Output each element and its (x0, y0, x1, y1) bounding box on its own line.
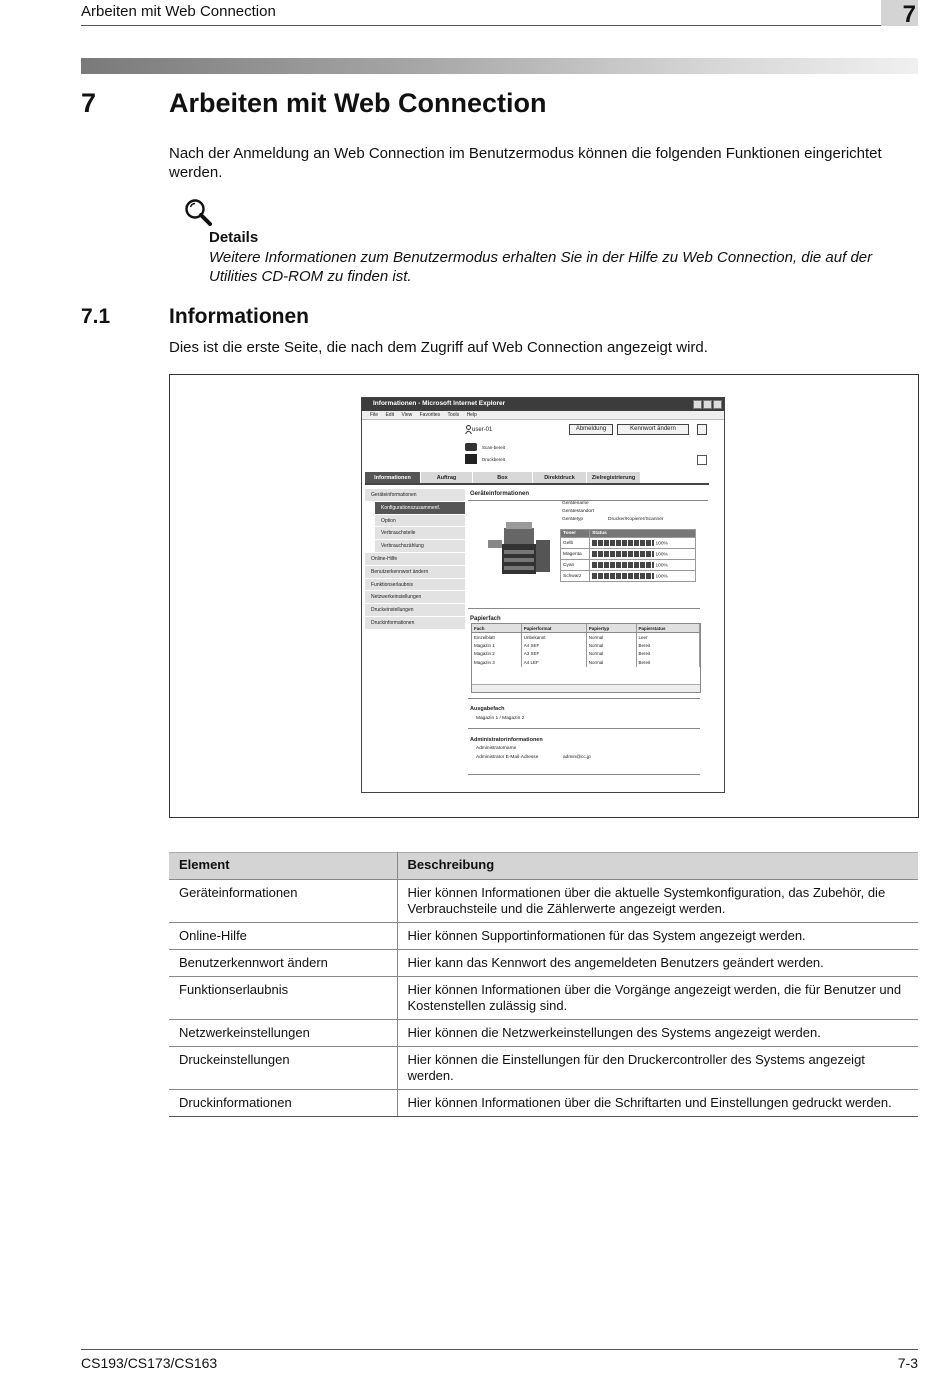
sidebar-item-geraeteinformationen: Geräteinformationen (365, 489, 465, 502)
table-cell-element: Funktionserlaubnis (169, 977, 397, 1020)
logout-button: Abmeldung (569, 424, 613, 435)
table-header-beschreibung: Beschreibung (397, 853, 918, 880)
menu-tools: Tools (447, 412, 460, 418)
toner-level-bar (592, 551, 654, 557)
admin-heading: Administratorinformationen (470, 737, 543, 743)
tray-cell: Bereit (636, 641, 700, 650)
toner-percent: 100% (655, 541, 668, 547)
tray-cell: Magazin 2 (472, 650, 521, 659)
status-print: Druckbereit (482, 457, 506, 462)
toner-level-bar (592, 573, 654, 579)
details-heading: Details (209, 229, 259, 246)
browser-menubar (362, 411, 724, 420)
section-number: 7.1 (81, 305, 111, 328)
printer-icon (465, 454, 477, 464)
table-cell-element: Geräteinformationen (169, 880, 397, 923)
maximize-icon (703, 400, 712, 409)
divider (468, 774, 700, 775)
running-header-title: Arbeiten mit Web Connection (81, 3, 276, 20)
section-description: Dies ist die erste Seite, die nach dem Zugriff auf Web Connection angezeigt wird. (169, 339, 708, 356)
sidebar-item-konfiguration: Konfigurationszusammenf. (375, 502, 465, 515)
chapter-number: 7 (81, 88, 97, 118)
tray-table (472, 624, 700, 667)
device-field-name: Gerätename (562, 501, 589, 506)
toner-percent: 100% (655, 574, 668, 580)
tray-header: Papiertyp (586, 624, 636, 633)
element-description-table (169, 852, 918, 1117)
tray-cell: Normal (586, 641, 636, 650)
chapter-intro: Nach der Anmeldung an Web Connection im Benutzermodus können die folgenden Funktionen eingerichtet werden. (169, 145, 882, 181)
tray-cell: A3 SEF (521, 650, 586, 659)
sidebar-item-option: Option (375, 515, 465, 528)
sidebar-item-verbrauchsteile: Verbrauchsteile (375, 527, 465, 540)
table-header-element: Element (169, 853, 397, 880)
table-row (169, 923, 918, 950)
sidebar-item-verbrauchszaehlung: Verbrauchszählung (375, 540, 465, 553)
table-cell-description: Hier können Informationen über die Schriftarten und Einstellungen gedruckt werden. (397, 1090, 918, 1117)
table-cell-description: Hier können die Netzwerkeinstellungen des Systems angezeigt werden. (397, 1020, 918, 1047)
footer-rule (81, 1349, 918, 1350)
toner-percent: 100% (655, 552, 668, 558)
close-icon (713, 400, 722, 409)
tab-auftrag: Auftrag (421, 472, 473, 483)
table-row (169, 977, 918, 1020)
tray-cell: A4 LEF (521, 658, 586, 667)
sidebar-item-netzwerkeinstellungen: Netzwerkeinstellungen (365, 591, 465, 604)
toner-level-bar (592, 540, 654, 546)
tray-header: Papierstatus (636, 624, 700, 633)
sidebar-item-benutzerkennwort: Benutzerkennwort ändern (365, 566, 465, 579)
copier-image (484, 520, 554, 578)
table-cell-element: Druckinformationen (169, 1090, 397, 1117)
table-row (169, 1047, 918, 1090)
table-cell-element: Netzwerkeinstellungen (169, 1020, 397, 1047)
menu-edit: Edit (385, 412, 395, 418)
tray-cell: Unbekannt (521, 633, 586, 642)
browser-tabs (365, 472, 709, 485)
sidebar-item-online-hilfe: Online-Hilfe (365, 553, 465, 566)
table-cell-description: Hier kann das Kennwort des angemeldeten Benutzers geändert werden. (397, 950, 918, 977)
refresh-icon (697, 455, 707, 465)
tray-cell: Normal (586, 650, 636, 659)
footer-page-number: 7-3 (897, 1355, 918, 1371)
table-cell-description: Hier können Informationen über die Vorgänge angezeigt werden, die für Benutzer und Kostenstellen zulässig sind. (397, 977, 918, 1020)
tray-cell: Einzelblatt (472, 633, 521, 642)
toner-name: Cyan (561, 560, 590, 571)
table-row (169, 1020, 918, 1047)
tray-cell: Magazin 1 (472, 641, 521, 650)
table-cell-description: Hier können Informationen über die aktuelle Systemkonfiguration, das Zubehör, die Verbrauchsteile und die Zählerwerte angezeigt werden. (397, 880, 918, 923)
table-row (169, 1090, 918, 1117)
tray-cell: A4 SEF (521, 641, 586, 650)
admin-email-label: Administrator E-Mail-Adresse (476, 755, 539, 760)
chapter-tab-number: 7 (902, 1, 916, 28)
tray-cell: Bereit (636, 650, 700, 659)
tray-cell: Bereit (636, 658, 700, 667)
table-cell-element: Druckeinstellungen (169, 1047, 397, 1090)
tray-header: Papierformat (521, 624, 586, 633)
tray-scrollbar (472, 684, 700, 692)
browser-sidebar (365, 489, 465, 630)
menu-view: View (401, 412, 413, 418)
menu-file: File (370, 412, 379, 418)
toner-percent: 100% (655, 563, 668, 569)
menu-favorites: Favorites (419, 412, 441, 418)
toner-name: Gelb (561, 538, 590, 549)
table-cell-element: Online-Hilfe (169, 923, 397, 950)
menu-help: Help (466, 412, 477, 418)
minimize-icon (693, 400, 702, 409)
toner-header-toner: Toner (561, 530, 590, 538)
sidebar-item-druckeinstellungen: Druckeinstellungen (365, 604, 465, 617)
admin-name-label: Administratorname (476, 746, 517, 751)
sidebar-item-funktionserlaubnis: Funktionserlaubnis (365, 579, 465, 592)
tray-heading: Papierfach (470, 616, 501, 622)
chapter-title: Arbeiten mit Web Connection (169, 88, 547, 118)
sidebar-item-druckinformationen: Druckinformationen (365, 617, 465, 630)
table-row (169, 950, 918, 977)
tab-informationen: Informationen (365, 472, 421, 483)
header-rule (81, 25, 881, 26)
toner-name: Schwarz (561, 571, 590, 582)
tray-header: Fach (472, 624, 521, 633)
divider (468, 698, 700, 699)
browser-titlebar (362, 398, 724, 411)
footer-model: CS193/CS173/CS163 (81, 1355, 218, 1371)
browser-title: Informationen - Microsoft Internet Explorer (373, 400, 506, 407)
divider (468, 728, 700, 729)
output-tray-heading: Ausgabefach (470, 706, 505, 712)
table-cell-element: Benutzerkennwort ändern (169, 950, 397, 977)
admin-email: admin@cc.jp (563, 755, 591, 760)
device-field-location: Gerätestandort (562, 509, 594, 514)
magnifier-icon (184, 198, 212, 226)
table-cell-description: Hier können die Einstellungen für den Druckercontroller des Systems angezeigt werden. (397, 1047, 918, 1090)
scanner-icon (465, 443, 477, 451)
device-field-type: Gerätetyp (562, 517, 584, 522)
user-icon (465, 425, 472, 434)
browser-screenshot (361, 397, 725, 793)
tray-cell: Magazin 3 (472, 658, 521, 667)
tab-direktdruck: Direktdruck (533, 472, 587, 483)
tab-box: Box (473, 472, 533, 483)
toner-level-bar (592, 562, 654, 568)
toner-table (560, 529, 696, 582)
toner-name: Magenta (561, 549, 590, 560)
tray-cell: Normal (586, 658, 636, 667)
device-type-value: Drucker/Kopierer/Scanner (608, 517, 664, 522)
output-tray-value: Magazin 1 / Magazin 2 (476, 716, 525, 721)
change-password-button: Kennwort ändern (617, 424, 689, 435)
tray-cell: Normal (586, 633, 636, 642)
divider (468, 608, 700, 609)
toner-header-status: Status (590, 530, 696, 538)
tray-cell: Leer (636, 633, 700, 642)
table-cell-description: Hier können Supportinformationen für das System angezeigt werden. (397, 923, 918, 950)
tab-zielregistrierung: Zielregistrierung (587, 472, 641, 483)
user-name: user-01 (472, 427, 493, 433)
details-text: Weitere Informationen zum Benutzermodus erhalten Sie in der Hilfe zu Web Connection, die auf der Utilities CD-ROM zu finden ist. (209, 249, 873, 285)
chapter-gradient-bar (81, 58, 918, 74)
device-info-heading: Geräteinformationen (470, 491, 530, 497)
table-row (169, 880, 918, 923)
help-icon (697, 424, 707, 435)
status-scan: Scan-bereit (482, 445, 506, 450)
section-title: Informationen (169, 305, 309, 328)
